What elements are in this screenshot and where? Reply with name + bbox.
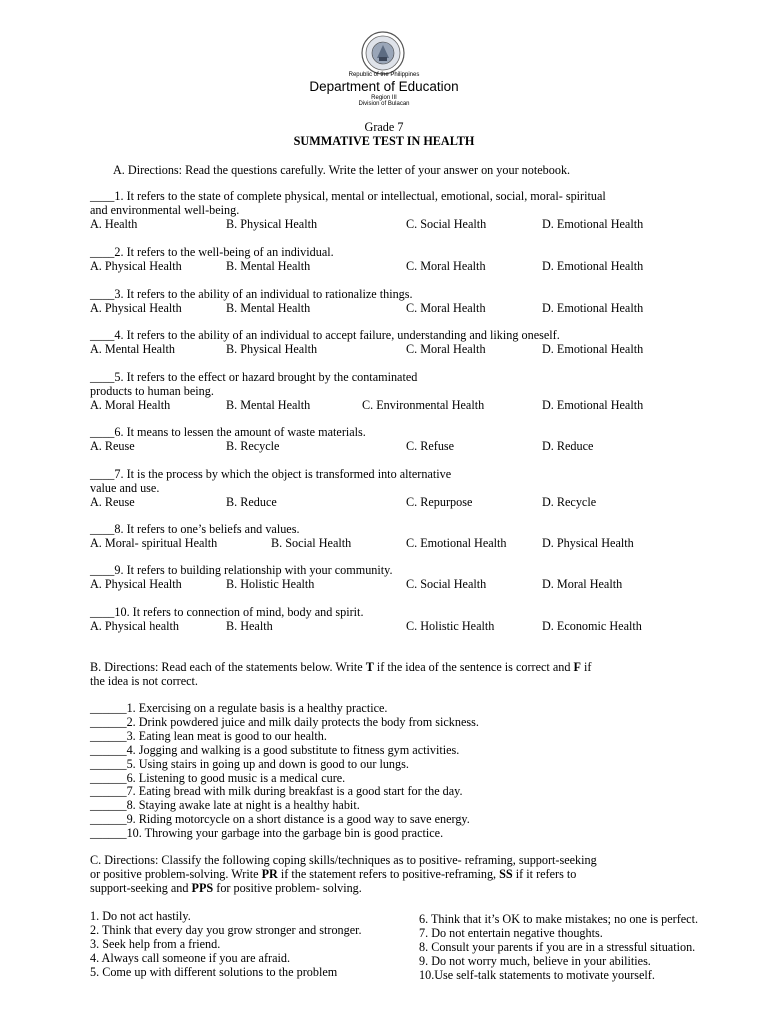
- answer-option: A. Health: [90, 217, 138, 231]
- question-text: ____4. It refers to the ability of an individual to accept failure, understanding and liking oneself.: [90, 328, 560, 342]
- answer-option: B. Mental Health: [226, 301, 311, 315]
- answer-option: A. Physical Health: [90, 259, 182, 273]
- part-a-directions: A. Directions: Read the questions carefully. Write the letter of your answer on your notebook.: [113, 163, 571, 177]
- part-c-dir-text: for positive problem- solving.: [213, 881, 362, 895]
- answer-option: A. Moral- spiritual Health: [90, 536, 218, 550]
- answer-option: B. Recycle: [226, 439, 280, 453]
- answer-option: D. Recycle: [542, 495, 597, 509]
- answer-option: C. Moral Health: [406, 342, 486, 356]
- coping-skill-item: 6. Think that it’s OK to make mistakes; no one is perfect.: [419, 912, 699, 926]
- coping-skill-item: 3. Seek help from a friend.: [90, 936, 221, 951]
- question-text: ____10. It refers to connection of mind, body and spirit.: [90, 605, 364, 619]
- answer-option: C. Environmental Health: [362, 398, 485, 412]
- region-label: Region III: [371, 95, 397, 101]
- answer-option: C. Holistic Health: [406, 619, 495, 633]
- question-text: ____5. It refers to the effect or hazard brought by the contaminated: [90, 370, 418, 384]
- answer-option: D. Emotional Health: [542, 342, 644, 356]
- republic-label: Republic of the Philippines: [348, 72, 420, 78]
- statement-item: ______7. Eating bread with milk during breakfast is a good start for the day.: [90, 784, 463, 799]
- question-text: ____2. It refers to the well-being of an individual.: [90, 245, 334, 259]
- answer-option: D. Economic Health: [542, 619, 642, 633]
- coping-skill-item: 8. Consult your parents if you are in a stressful situation.: [419, 939, 696, 954]
- answer-option: D. Emotional Health: [542, 217, 644, 231]
- part-c-dir-text: if it refers to: [512, 867, 577, 881]
- statement-item: ______8. Staying awake late at night is a healthy habit.: [90, 798, 360, 813]
- answer-option: C. Moral Health: [406, 259, 486, 273]
- part-c-dir-text: or positive problem-solving. Write: [90, 867, 262, 881]
- false-marker: F: [573, 660, 581, 674]
- answer-option: B. Reduce: [226, 495, 277, 509]
- answer-option: C. Moral Health: [406, 301, 486, 315]
- answer-option: A. Reuse: [90, 495, 135, 509]
- answer-option: A. Mental Health: [90, 342, 175, 356]
- grade-label: Grade 7: [364, 120, 404, 134]
- answer-option: C. Social Health: [406, 577, 487, 591]
- answer-option: A. Physical Health: [90, 577, 182, 591]
- deped-seal-logo: [355, 30, 411, 76]
- answer-option: D. Reduce: [542, 439, 594, 453]
- department-title: Department of Education: [309, 79, 459, 94]
- answer-option: C. Refuse: [406, 439, 455, 453]
- part-c-dir-text: if the statement refers to positive-reframing,: [277, 867, 500, 881]
- part-c-directions-line3: [90, 881, 362, 895]
- part-b-dir-text: if the idea of the sentence is correct and: [373, 660, 574, 674]
- coping-skill-item: 2. Think that every day you grow stronger and stronger.: [90, 922, 362, 937]
- question-text: ____9. It refers to building relationship with your community.: [90, 563, 393, 577]
- question-text: value and use.: [90, 481, 160, 495]
- ss-marker: SS: [499, 867, 513, 881]
- answer-option: C. Social Health: [406, 217, 487, 231]
- answer-option: C. Emotional Health: [406, 536, 507, 550]
- part-b-dir-text: if: [580, 660, 592, 674]
- part-b-directions-line2: the idea is not correct.: [90, 674, 198, 688]
- answer-option: D. Emotional Health: [542, 259, 644, 273]
- answer-option: D. Emotional Health: [542, 398, 644, 412]
- statement-item: ______1. Exercising on a regulate basis is a healthy practice.: [90, 701, 388, 715]
- statement-item: ______10. Throwing your garbage into the garbage bin is good practice.: [90, 826, 444, 841]
- coping-skill-item: 1. Do not act hastily.: [90, 909, 191, 923]
- statement-item: ______9. Riding motorcycle on a short distance is a good way to save energy.: [90, 812, 470, 827]
- question-text: ____6. It means to lessen the amount of waste materials.: [90, 425, 366, 439]
- answer-option: A. Physical health: [90, 619, 180, 633]
- part-b-directions: [90, 660, 591, 674]
- statement-item: ______6. Listening to good music is a medical cure.: [90, 770, 346, 785]
- division-label: Division of Bulacan: [358, 101, 410, 107]
- question-text: products to human being.: [90, 384, 214, 398]
- statement-item: ______5. Using stairs in going up and down is good to our lungs.: [90, 756, 409, 771]
- answer-option: D. Physical Health: [542, 536, 634, 550]
- question-text: ____7. It is the process by which the object is transformed into alternative: [90, 467, 452, 481]
- answer-option: D. Emotional Health: [542, 301, 644, 315]
- statement-item: ______2. Drink powdered juice and milk daily protects the body from sickness.: [90, 714, 479, 729]
- part-c-dir-text: support-seeking and: [90, 881, 192, 895]
- answer-option: B. Mental Health: [226, 259, 311, 273]
- question-text: ____3. It refers to the ability of an individual to rationalize things.: [90, 287, 413, 301]
- answer-option: C. Repurpose: [406, 495, 473, 509]
- coping-skill-item: 7. Do not entertain negative thoughts.: [419, 925, 603, 940]
- part-c-directions-line2: [90, 867, 576, 881]
- question-text: and environmental well-being.: [90, 203, 240, 217]
- true-marker: T: [365, 660, 374, 674]
- question-text: ____1. It refers to the state of complete physical, mental or intellectual, emotional, social, moral- spiritual: [90, 189, 606, 203]
- pr-marker: PR: [261, 867, 278, 881]
- answer-option: B. Mental Health: [226, 398, 311, 412]
- answer-option: A. Reuse: [90, 439, 135, 453]
- answer-option: D. Moral Health: [542, 577, 623, 591]
- coping-skill-item: 4. Always call someone if you are afraid.: [90, 950, 291, 965]
- statement-item: ______4. Jogging and walking is a good substitute to fitness gym activities.: [90, 742, 460, 757]
- coping-skill-item: 5. Come up with different solutions to the problem: [90, 964, 338, 979]
- answer-option: B. Holistic Health: [226, 577, 315, 591]
- answer-option: B. Social Health: [271, 536, 352, 550]
- answer-option: B. Physical Health: [226, 342, 318, 356]
- question-text: ____8. It refers to one’s beliefs and values.: [90, 522, 300, 536]
- coping-skill-item: 10.Use self-talk statements to motivate yourself.: [419, 967, 655, 982]
- pps-marker: PPS: [191, 881, 214, 895]
- answer-option: B. Health: [226, 619, 273, 633]
- answer-option: A. Physical Health: [90, 301, 182, 315]
- part-b-dir-text: B. Directions: Read each of the statements below. Write: [90, 660, 366, 674]
- answer-option: B. Physical Health: [226, 217, 318, 231]
- test-title: SUMMATIVE TEST IN HEALTH: [293, 134, 475, 148]
- answer-option: A. Moral Health: [90, 398, 171, 412]
- part-c-directions: C. Directions: Classify the following coping skills/techniques as to positive- reframing, support-seeking: [90, 853, 597, 867]
- coping-skill-item: 9. Do not worry much, believe in your abilities.: [419, 953, 651, 968]
- statement-item: ______3. Eating lean meat is good to our health.: [90, 728, 327, 743]
